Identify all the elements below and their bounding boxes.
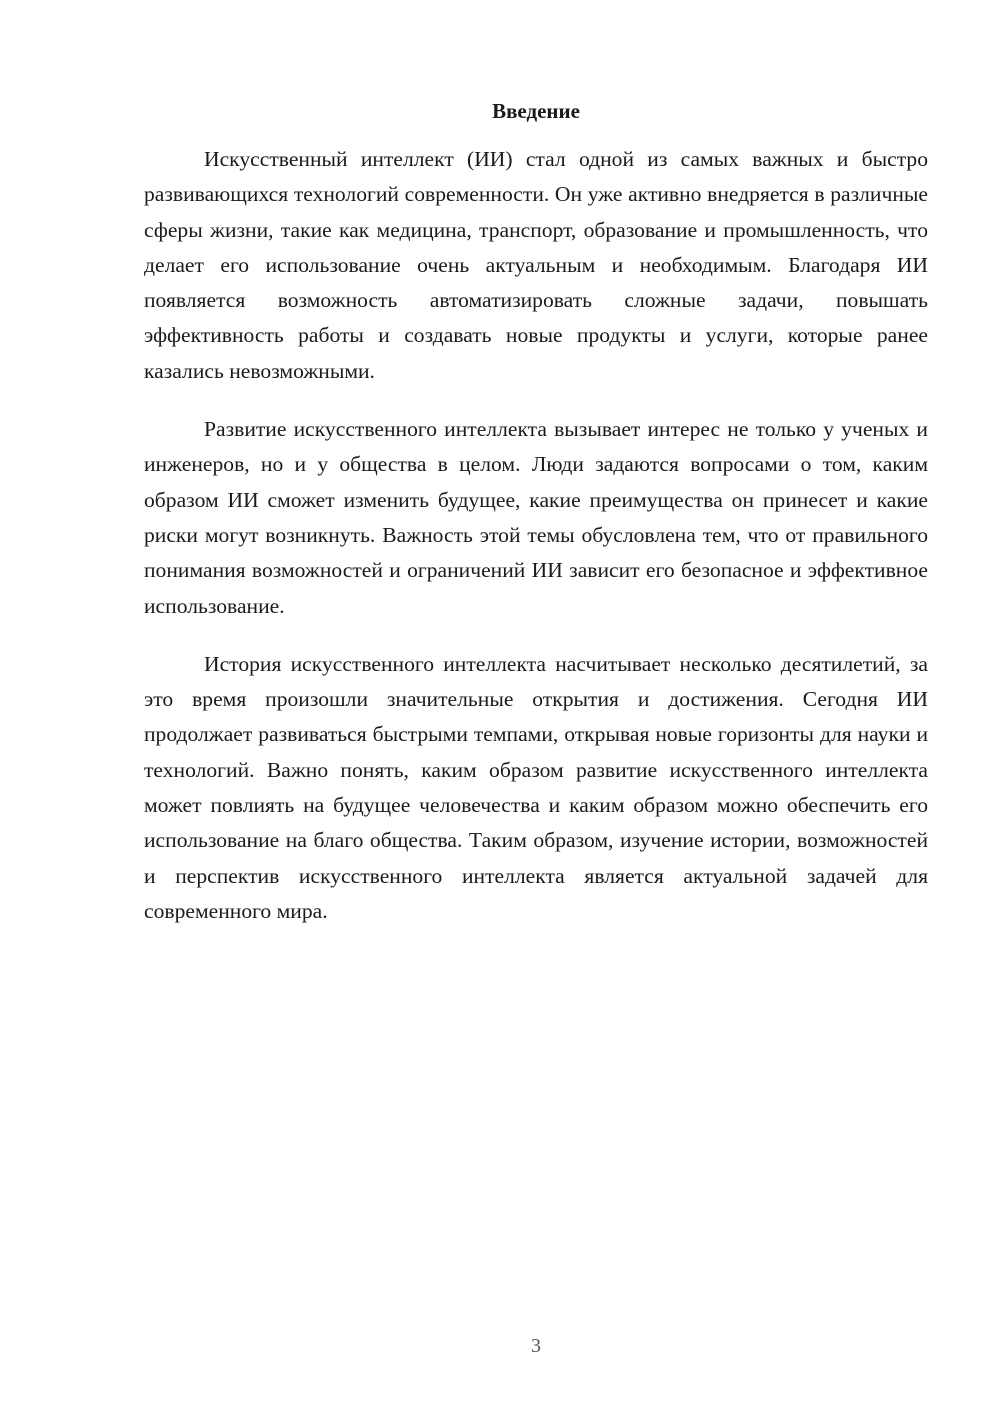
paragraph-2: Развитие искусственного интеллекта вызывает интерес не только у ученых и инженеров, но и у общества в целом. Люди задаются вопросами о том, каким образом ИИ сможет изменить будущее, какие преимущества он принесет и какие риски могут возникнуть. Важность этой темы обусловлена тем, что от правильного понимания возможностей и ограничений ИИ зависит его безопасное и эффективное использование.: [144, 417, 928, 618]
section-title: Введение: [492, 99, 580, 123]
page-number: 3: [531, 1335, 541, 1357]
paragraph-1: Искусственный интеллект (ИИ) стал одной из самых важных и быстро развивающихся технологий современности. Он уже активно внедряется в различные сферы жизни, такие как медицина, транспорт, образование и промышленность, что делает его использование очень актуальным и необходимым. Благодаря ИИ появляется возможность автоматизировать сложные задачи, повышать эффективность работы и создавать новые продукты и услуги, которые ранее казались невозможными.: [144, 147, 928, 383]
document-body: [144, 142, 928, 952]
paragraph-3: История искусственного интеллекта насчитывает несколько десятилетий, за это время произошли значительные открытия и достижения. Сегодня ИИ продолжает развиваться быстрыми темпами, открывая новые горизонты для науки и технологий. Важно понять, каким образом развитие искусственного интеллекта может повлиять на будущее человечества и каким образом можно обеспечить его использование на благо общества. Таким образом, изучение истории, возможностей и перспектив искусственного интеллекта является актуальной задачей для современного мира.: [144, 651, 928, 923]
